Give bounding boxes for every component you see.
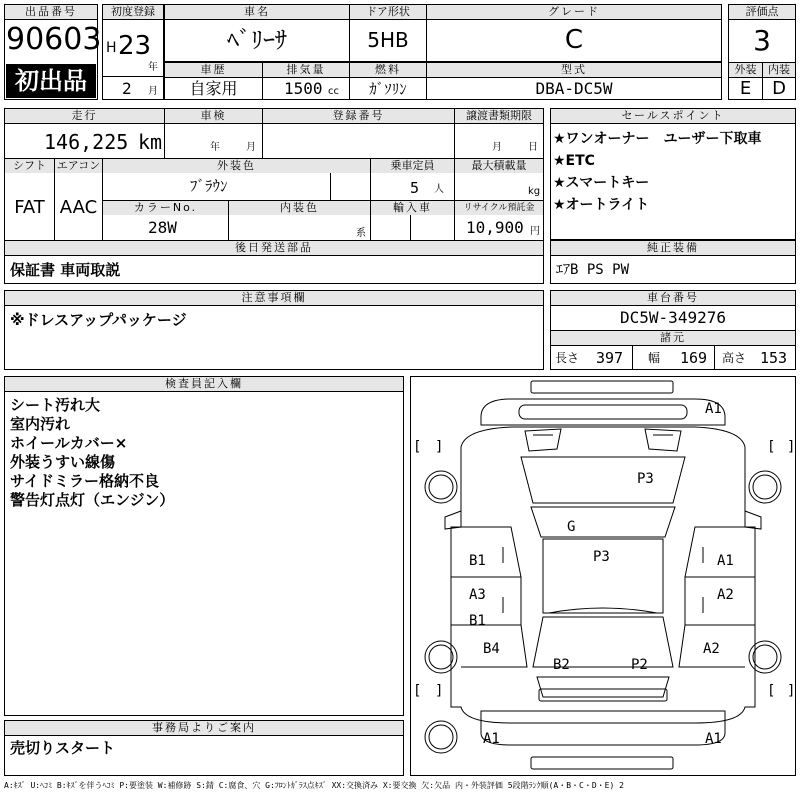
notes: ※ドレスアップパッケージ: [10, 311, 187, 329]
exterior-color: ﾌﾞﾗｳﾝ: [190, 177, 228, 195]
dimensions-label: 諸元: [551, 331, 795, 345]
displacement-label: 排気量: [263, 63, 349, 77]
exterior-label: 外装: [729, 63, 762, 77]
equipment: ｴｱB PS PW: [556, 262, 630, 278]
recycle-label: リサイクル預託金: [455, 201, 543, 215]
bracket-mark: [: [413, 683, 422, 699]
fuel: ｶﾞｿﾘﾝ: [369, 80, 407, 98]
bracket-mark: ]: [435, 683, 444, 699]
notes-label: 注意事項欄: [5, 291, 543, 305]
equipment-label: 純正装備: [551, 241, 795, 255]
interior-grade: D: [772, 78, 786, 99]
model-label: 型式: [427, 63, 721, 77]
grade: C: [564, 25, 584, 55]
capacity-unit: 人: [434, 184, 444, 195]
mileage: 146,225: [44, 130, 129, 154]
sales-points-label: セールスポイント: [551, 109, 795, 123]
interior-label: 内装: [763, 63, 795, 77]
exterior-color-label: 外装色: [103, 159, 370, 173]
car-diagram: [411, 377, 795, 775]
bracket-mark: [: [767, 683, 776, 699]
mileage-unit: km: [138, 130, 163, 154]
ac: AAC: [59, 197, 98, 218]
office-label: 事務局よりご案内: [5, 721, 403, 735]
month-unit: 月: [148, 86, 158, 97]
fuel-label: 燃料: [350, 63, 426, 77]
length: 397: [596, 349, 624, 367]
load-label: 最大積載量: [455, 159, 543, 173]
score-label: 評価点: [729, 5, 795, 19]
transfer-day-unit: 日: [528, 142, 538, 153]
inspection-label: 車検: [165, 109, 262, 123]
damage-mark: A1: [717, 553, 734, 569]
load-unit: kg: [528, 186, 541, 197]
damage-code-legend: A:ｷｽﾞ U:ﾍｺﾐ B:ｷｽﾞを伴うﾍｺﾐ P:要塗装 W:補修跡 S:錆 C:腐食、穴 G:ﾌﾛﾝﾄｶﾞﾗｽ点ｷｽﾞ XX:交換済み X:要交換 欠:欠品 内・外装評価 5段階ﾗﾝｸ順(A・B・C・D・E) 2: [4, 781, 624, 790]
recycle-fee: 10,900: [466, 218, 524, 237]
door-label: ドア形状: [350, 5, 426, 19]
shift-label: シフト: [5, 159, 54, 173]
damage-mark: A1: [705, 731, 722, 747]
first-listing-badge: 初出品: [6, 64, 96, 98]
bracket-mark: [: [413, 439, 422, 455]
inspector-note: シート汚れ大: [10, 396, 101, 414]
damage-mark: A2: [717, 587, 734, 603]
year-unit: 年: [148, 62, 158, 73]
damage-mark: P3: [593, 549, 610, 565]
recycle-unit: 円: [530, 226, 540, 237]
damage-mark: B1: [469, 553, 486, 569]
height-label: 高さ: [722, 351, 747, 365]
score: 3: [753, 24, 771, 57]
width-label: 幅: [648, 351, 661, 365]
inspector-note: サイドミラー格納不良: [10, 472, 159, 490]
import-label: 輸入車: [371, 201, 454, 215]
ac-label: エアコン: [56, 159, 101, 172]
damage-mark: B2: [553, 657, 570, 673]
inspector-note: 警告灯点灯（エンジン）: [10, 491, 175, 509]
registration-year: 23: [118, 31, 152, 61]
chassis-number: DC5W-349276: [620, 308, 726, 327]
history: 自家用: [189, 79, 238, 98]
length-label: 長さ: [555, 351, 580, 365]
interior-unit: 系: [356, 228, 366, 239]
exterior-grade: E: [739, 78, 752, 99]
era: H: [106, 40, 117, 56]
lot-number-label: 出品番号: [5, 5, 97, 19]
car-name: ﾍﾞﾘｰｻ: [227, 26, 287, 54]
sales-point: ★ワンオーナー ユーザー下取車: [553, 131, 762, 147]
damage-mark: B1: [469, 613, 486, 629]
height: 153: [760, 349, 788, 367]
transfer-label: 譲渡書類期限: [455, 109, 543, 123]
sales-point: ★スマートキー: [553, 175, 650, 191]
bracket-mark: ]: [787, 683, 796, 699]
damage-mark: A3: [469, 587, 486, 603]
interior-color-label: 内装色: [229, 201, 370, 215]
displacement-unit: cc: [328, 86, 339, 97]
damage-mark: B4: [483, 641, 500, 657]
inspection-month-unit: 月: [246, 142, 256, 153]
car-name-label: 車名: [165, 5, 349, 19]
width: 169: [680, 349, 708, 367]
sales-point: ★オートライト: [553, 197, 650, 213]
inspection-year-unit: 年: [210, 142, 220, 153]
plate-label: 登録番号: [263, 109, 454, 123]
model: DBA-DC5W: [535, 79, 613, 98]
inspector-note: 室内汚れ: [10, 415, 71, 433]
shift: FAT: [14, 197, 45, 218]
grade-label: グレード: [427, 5, 721, 19]
registration-month: 2: [122, 79, 132, 98]
history-label: 車歴: [165, 63, 262, 77]
lot-number: 90603: [6, 22, 102, 57]
capacity-label: 乗車定員: [371, 159, 454, 173]
bracket-mark: ]: [787, 439, 796, 455]
inspector-note: ホイールカバー×: [10, 434, 128, 452]
damage-mark: P3: [637, 471, 654, 487]
bracket-mark: [: [767, 439, 776, 455]
mileage-label: 走行: [5, 109, 164, 123]
damage-mark: A1: [483, 731, 500, 747]
damage-mark: P2: [631, 657, 648, 673]
office-message: 売切りスタート: [10, 739, 116, 757]
damage-mark: A1: [705, 401, 722, 417]
inspector-label: 検査員記入欄: [5, 377, 403, 391]
transfer-month-unit: 月: [492, 142, 502, 153]
chassis-label: 車台番号: [551, 291, 795, 305]
registration-label: 初度登録: [103, 5, 163, 19]
damage-mark: A2: [703, 641, 720, 657]
inspector-note: 外装うすい線傷: [10, 453, 116, 471]
damage-mark: G: [567, 519, 576, 535]
bracket-mark: ]: [435, 439, 444, 455]
later-parts: 保証書 車両取説: [10, 261, 121, 279]
door-type: 5HB: [367, 28, 409, 52]
color-number-label: カラーNo.: [103, 201, 228, 215]
later-parts-label: 後日発送部品: [5, 241, 543, 255]
capacity: 5: [410, 179, 420, 197]
displacement: 1500: [284, 79, 323, 98]
color-number: 28W: [148, 218, 177, 237]
sales-point: ★ETC: [553, 153, 595, 169]
car-diagram-box: [410, 376, 796, 776]
